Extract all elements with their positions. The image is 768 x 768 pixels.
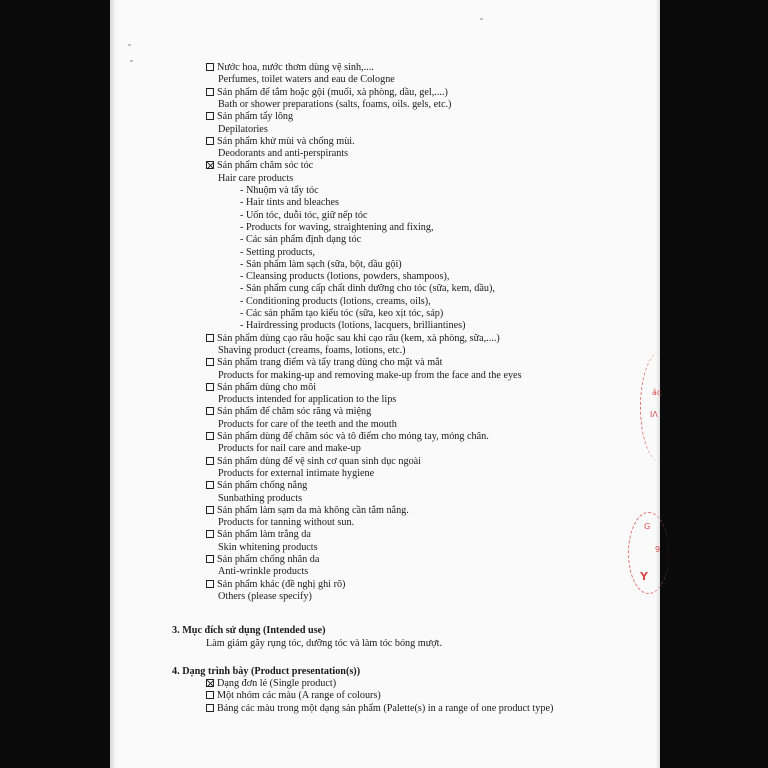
item-label-en: Others (please specify)	[218, 590, 312, 602]
checklist-item	[206, 456, 421, 468]
stamp-fragment: ΙΛ	[650, 410, 658, 419]
item-label-vi: Sản phẩm trang điểm và tẩy trang dùng cho mặt và mắt	[217, 357, 443, 369]
checklist-item	[206, 529, 311, 541]
item-label-en: Hair care products	[218, 172, 294, 184]
sub-item: - Setting products,	[240, 246, 315, 258]
presentation-option-label: Dạng đơn lẻ (Single product)	[217, 678, 337, 690]
checklist-item	[206, 87, 448, 99]
item-label-en: Products for tanning without sun.	[218, 517, 355, 529]
checklist-item	[206, 480, 307, 492]
checkbox[interactable]	[206, 691, 214, 699]
sub-item: - Nhuộm và tẩy tóc	[240, 185, 319, 196]
checklist-item	[206, 357, 442, 369]
presentation-option	[206, 690, 381, 702]
item-label-vi: Sản phẩm làm sạm da mà không cần tắm nắng.	[217, 504, 409, 516]
item-label-vi: Sản phẩm để tắm hoặc gội (muối, xà phòng, dầu, gel,....)	[217, 86, 448, 98]
checkbox[interactable]	[206, 506, 214, 514]
item-label-en: Products for making-up and removing make-up from the face and the eyes	[218, 369, 522, 381]
sub-item: - Cleansing products (lotions, powders, shampoos),	[240, 271, 450, 283]
item-label-en: Skin whitening products	[218, 541, 318, 553]
checked-checkbox[interactable]	[206, 161, 214, 169]
checkbox[interactable]	[206, 432, 214, 440]
checklist-item	[206, 382, 316, 394]
checklist-item	[206, 333, 500, 345]
item-label-en: Depilatories	[218, 123, 268, 135]
presentation-option-label: Một nhóm các màu (A range of colours)	[217, 690, 381, 702]
section-3-heading: 3. Mục đích sử dụng (Intended use)	[172, 625, 326, 637]
sub-item: - Hair tints and bleaches	[240, 197, 340, 209]
sub-item: - Conditioning products (lotions, creams, oils),	[240, 295, 431, 307]
sub-item: - Uốn tóc, duỗi tóc, giữ nếp tóc	[240, 209, 368, 221]
item-label-vi: Sản phẩm chăm sóc tóc	[217, 160, 314, 172]
checkbox[interactable]	[206, 580, 214, 588]
checklist-item	[206, 505, 409, 517]
item-label-vi: Sản phẩm dùng cạo râu hoặc sau khi cạo râu (kem, xà phòng, sữa,....)	[217, 332, 500, 344]
checkbox[interactable]	[206, 457, 214, 465]
sub-item: - Sản phẩm cung cấp chất dinh dưỡng cho tóc (sữa, kem, dầu),	[240, 283, 495, 295]
checked-checkbox[interactable]	[206, 679, 214, 687]
item-label-en: Products for care of the teeth and the mouth	[218, 418, 397, 430]
sub-item: - Products for waving, straightening and fixing,	[240, 221, 434, 233]
item-label-vi: Sản phẩm chống nắng	[217, 480, 308, 492]
section-4-heading: 4. Dạng trình bày (Product presentation(s))	[172, 665, 361, 677]
checklist-item	[206, 406, 371, 418]
checkbox[interactable]	[206, 481, 214, 489]
item-label-vi: Sản phẩm khác (đề nghị ghi rõ)	[217, 578, 346, 590]
sub-item: - Các sản phẩm tạo kiểu tóc (sữa, keo xịt tóc, sáp)	[240, 308, 444, 319]
checkbox[interactable]	[206, 704, 214, 712]
checklist-item	[206, 579, 345, 591]
checkbox[interactable]	[206, 555, 214, 563]
stamp-fragment: 9	[655, 545, 661, 554]
stamp-fragment: G	[644, 522, 651, 531]
item-label-vi: Sản phẩm để chăm sóc răng và miệng	[217, 406, 372, 418]
checkbox[interactable]	[206, 334, 214, 342]
item-label-en: Sunbathing products	[218, 492, 303, 504]
checklist-item	[206, 160, 313, 172]
item-label-en: Products for external intimate hygiene	[218, 467, 375, 479]
item-label-en: Anti-wrinkle products	[218, 566, 309, 578]
sub-item: - Sản phẩm làm sạch (sữa, bột, dầu gội)	[240, 258, 402, 270]
item-label-en: Deodorants and anti-perspirants	[218, 148, 349, 160]
checkbox[interactable]	[206, 88, 214, 96]
item-label-vi: Sản phẩm dùng cho môi	[217, 381, 317, 393]
item-label-vi: Sản phẩm tẩy lông	[217, 111, 294, 123]
intended-use-text: Làm giảm gãy rụng tóc, dưỡng tóc và làm tóc bóng mượt.	[206, 637, 442, 649]
presentation-option	[206, 703, 553, 715]
checkbox[interactable]	[206, 358, 214, 366]
item-label-vi: Sản phẩm dùng để vệ sinh cơ quan sinh dục ngoài	[217, 455, 422, 467]
item-label-vi: Sản phẩm khử mùi và chống mùi.	[217, 135, 355, 147]
item-label-en: Perfumes, toilet waters and eau de Cologne	[218, 74, 395, 86]
checklist-item	[206, 136, 355, 148]
item-label-en: Products intended for application to the lips	[218, 394, 397, 406]
item-label-en: Products for nail care and make-up	[218, 443, 361, 455]
checklist-item	[206, 62, 374, 74]
item-label-vi: Sản phẩm chống nhăn da	[217, 554, 320, 565]
presentation-option	[206, 678, 336, 690]
checkbox[interactable]	[206, 530, 214, 538]
stamp-fragment: ác	[652, 388, 662, 397]
sub-item: - Các sản phẩm định dạng tóc	[240, 234, 362, 246]
checkbox[interactable]	[206, 407, 214, 415]
presentation-option-label: Bảng các màu trong một dạng sản phẩm (Palette(s) in a range of one product type)	[217, 702, 554, 714]
checklist-item	[206, 431, 489, 443]
item-label-vi: Sản phẩm dùng để chăm sóc và tô điểm cho móng tay, móng chân.	[217, 431, 489, 442]
stamp-fragment: Y	[640, 570, 648, 583]
item-label-en: Shaving product (creams, foams, lotions, etc.)	[218, 344, 406, 356]
checklist-item	[206, 111, 293, 123]
item-label-vi: Nước hoa, nước thơm dùng vệ sinh,....	[217, 62, 374, 73]
item-label-vi: Sản phẩm làm trắng da	[217, 529, 311, 541]
checkbox[interactable]	[206, 63, 214, 71]
checklist-item	[206, 554, 319, 566]
checkbox[interactable]	[206, 112, 214, 120]
checkbox[interactable]	[206, 383, 214, 391]
sub-item: - Hairdressing products (lotions, lacquers, brilliantines)	[240, 320, 466, 332]
item-label-en: Bath or shower preparations (salts, foams, oils. gels, etc.)	[218, 98, 452, 110]
checkbox[interactable]	[206, 137, 214, 145]
